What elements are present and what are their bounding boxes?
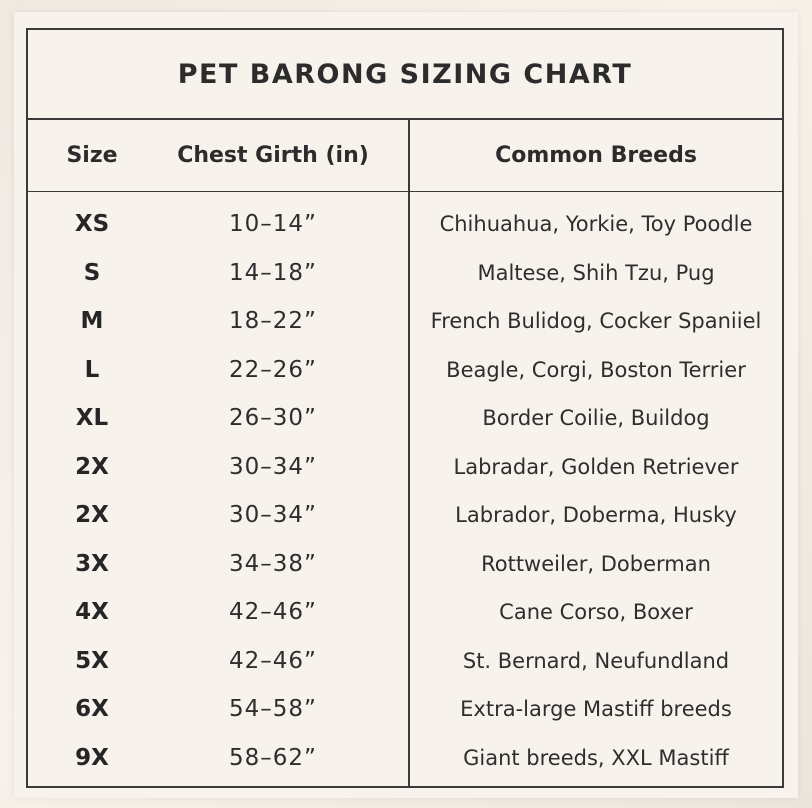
table-row xyxy=(28,394,782,443)
breeds-cell: Chihuahua, Yorkie, Toy Poodle xyxy=(439,212,753,237)
size-cell: 2X xyxy=(75,502,109,529)
chest-girth-cell: 58–62” xyxy=(229,744,317,771)
breeds-cell: French Bulidog, Cocker Spaniiel xyxy=(430,309,762,334)
chest-girth-cell: 54–58” xyxy=(229,696,317,723)
size-cell: L xyxy=(84,356,100,383)
table-row xyxy=(28,200,782,249)
header-chest-girth: Chest Girth (in) xyxy=(177,142,369,168)
chest-girth-cell: 42–46” xyxy=(229,599,317,626)
table-row xyxy=(28,540,782,589)
size-cell: XS xyxy=(74,211,110,238)
chest-girth-cell: 14–18” xyxy=(229,259,317,286)
breeds-cell: Giant breeds, XXL Mastiff xyxy=(463,745,729,770)
table-row xyxy=(28,297,782,346)
table-row xyxy=(28,637,782,686)
page-title: PET BARONG SIZING CHART xyxy=(177,58,633,90)
breeds-cell: Labradar, Golden Retriever xyxy=(453,454,739,479)
breeds-cell: Rottweiler, Doberman xyxy=(481,551,711,576)
size-cell: 4X xyxy=(75,599,109,626)
chest-girth-cell: 26–30” xyxy=(229,405,317,432)
table-row xyxy=(28,443,782,492)
table-row xyxy=(28,588,782,637)
table-row xyxy=(28,734,782,783)
chest-girth-cell: 34–38” xyxy=(229,550,317,577)
breeds-cell: Beagle, Corgi, Boston Terrier xyxy=(446,357,746,382)
title-row xyxy=(28,30,782,120)
breeds-cell: St. Bernard, Neufundland xyxy=(462,648,730,673)
table-row xyxy=(28,249,782,298)
size-cell: S xyxy=(83,259,101,286)
chest-girth-cell: 18–22” xyxy=(229,308,317,335)
table-row xyxy=(28,491,782,540)
size-cell: XL xyxy=(75,405,109,432)
table-row xyxy=(28,685,782,734)
breeds-cell: Maltese, Shih Tzu, Pug xyxy=(477,260,715,285)
size-cell: 2X xyxy=(75,453,109,480)
sizing-chart-table xyxy=(26,28,784,788)
size-cell: 6X xyxy=(75,696,109,723)
size-cell: 9X xyxy=(75,744,109,771)
chest-girth-cell: 42–46” xyxy=(229,647,317,674)
breeds-cell: Labrador, Doberma, Husky xyxy=(455,503,737,528)
breeds-cell: Cane Corso, Boxer xyxy=(499,600,693,625)
table-body xyxy=(28,200,782,782)
size-cell: 5X xyxy=(75,647,109,674)
breeds-cell: Extra-large Mastiff breeds xyxy=(460,697,732,722)
header-size: Size xyxy=(66,142,118,168)
breeds-cell: Border Coilie, Buildog xyxy=(482,406,710,431)
chest-girth-cell: 30–34” xyxy=(229,502,317,529)
chest-girth-cell: 30–34” xyxy=(229,453,317,480)
table-header-row xyxy=(28,120,782,192)
size-cell: M xyxy=(80,308,104,335)
chest-girth-cell: 22–26” xyxy=(229,356,317,383)
table-row xyxy=(28,346,782,395)
size-cell: 3X xyxy=(75,550,109,577)
header-common-breeds: Common Breeds xyxy=(495,142,697,168)
chest-girth-cell: 10–14” xyxy=(229,211,317,238)
